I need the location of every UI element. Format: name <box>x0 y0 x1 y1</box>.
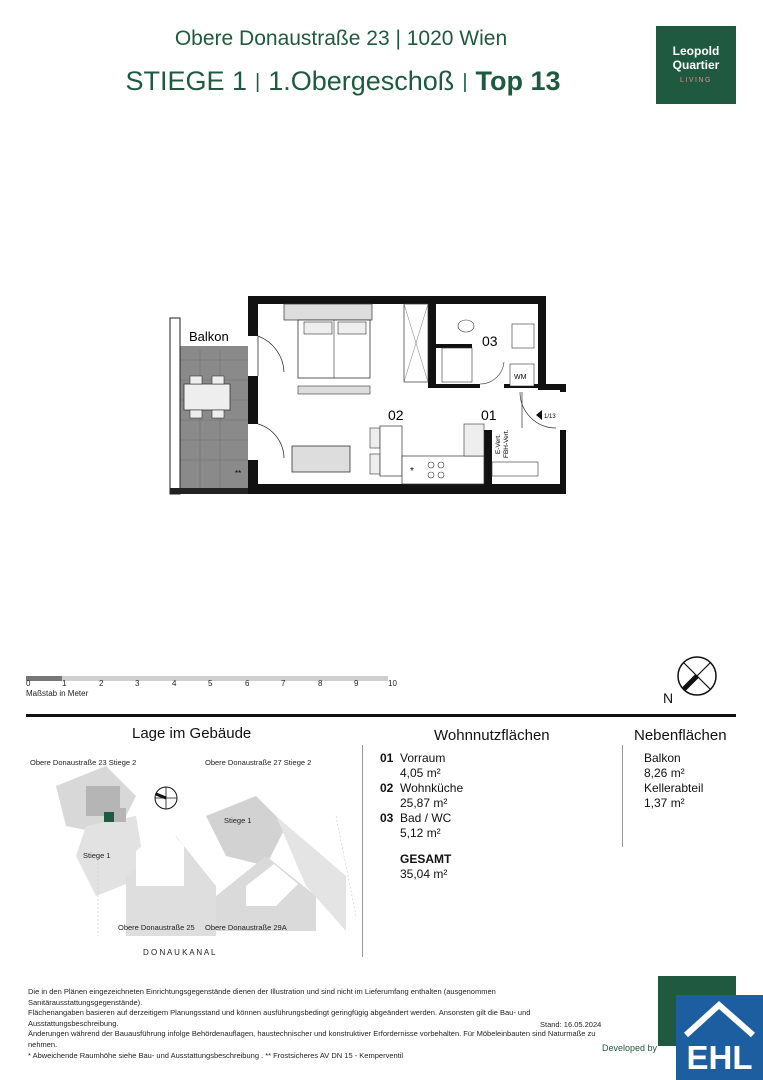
evert-label: E-Vert. <box>495 434 502 454</box>
neben-name: Balkon <box>644 751 681 765</box>
site-label: Obere Donaustraße 27 Stiege 2 <box>205 758 312 767</box>
wohn-title: Wohnnutzflächen <box>434 727 550 744</box>
scale-tick: 2 <box>99 679 104 688</box>
neben-title: Nebenflächen <box>634 727 727 744</box>
unit-title <box>0 66 686 97</box>
disclaimer-line: Die in den Plänen eingezeichneten Einrichtungsgegenstände dienen der Illustration und sind nicht im Lieferumfang enthalten (ausgenommen Sanitärausstattungsgegenstände). <box>28 987 496 1007</box>
ceiling-height-marker: * <box>410 466 414 477</box>
site-label: Obere Donaustraße 29A <box>205 923 287 932</box>
wohn-list <box>380 751 610 882</box>
room-02-label: 02 <box>388 407 404 423</box>
room-name: Bad / WC <box>400 811 452 825</box>
frost-valve-marker: ** <box>235 469 242 478</box>
room-01-label: 01 <box>481 407 497 423</box>
scale-tick: 7 <box>281 679 286 688</box>
door-number: 1/13 <box>544 414 556 420</box>
wardrobe <box>284 304 372 320</box>
scale-tick: 0 <box>26 679 31 688</box>
room-03-label: 03 <box>482 333 498 349</box>
shoe-cabinet <box>492 462 538 476</box>
room-number: 01 <box>380 751 394 765</box>
scale-tick: 3 <box>135 679 140 688</box>
room-area: 5,12 m² <box>400 826 441 840</box>
scale-tick: 1 <box>62 679 67 688</box>
list-item <box>380 751 610 766</box>
leopold-quartier-logo <box>656 26 736 104</box>
lage-title: Lage im Gebäude <box>132 725 252 742</box>
list-item <box>380 781 610 796</box>
wall-south <box>248 484 566 494</box>
title-separator: | <box>255 71 261 93</box>
balcony-edge <box>170 488 248 494</box>
north-label: N <box>663 690 674 706</box>
title-separator: | <box>462 71 468 93</box>
toilet <box>458 320 474 332</box>
room-number: 03 <box>380 811 394 825</box>
shaft-wall <box>484 430 492 486</box>
stiege-label: STIEGE 1 <box>125 66 247 96</box>
balkon-label: Balkon <box>189 329 229 344</box>
room-number: 02 <box>380 781 394 795</box>
balcony-railing <box>170 318 180 494</box>
neben-area: 8,26 m² <box>644 766 685 780</box>
dining-table <box>380 426 402 476</box>
kitchen-counter <box>402 456 484 484</box>
room-area: 25,87 m² <box>400 796 448 810</box>
disclaimer-line: Flächenangaben basieren auf derzeitigem Planungsstand und können ausführungsbedingt geringfügig abgeändert werden. Ansonsten gilt die Bau- und Ausstattungsbeschreibung. <box>28 1008 531 1028</box>
chair <box>370 454 380 474</box>
wall-west-mid <box>248 376 258 424</box>
ehl-logo-text: EHL <box>686 1039 753 1076</box>
site-label: Obere Donaustraße 23 Stiege 2 <box>30 758 137 767</box>
logo-line3: LIVING <box>680 77 712 84</box>
bath-wall-south <box>436 384 480 388</box>
washbasin <box>512 324 534 348</box>
site-label: Obere Donaustraße 25 <box>118 923 195 932</box>
room-area: 4,05 m² <box>400 766 441 780</box>
site-label: Stiege 1 <box>83 851 111 860</box>
scale-tick: 10 <box>388 679 397 688</box>
wall-north <box>248 296 544 304</box>
balcony-table <box>184 384 230 410</box>
total-area: 35,04 m² <box>400 867 448 881</box>
dresser <box>298 386 370 394</box>
fbhvert-label: FBH-Vert. <box>503 429 510 458</box>
neben-list <box>644 751 703 811</box>
ehl-logo <box>676 995 763 1080</box>
neben-area: 1,37 m² <box>644 796 685 810</box>
canal-label: D O N A U K A N A L <box>143 948 216 957</box>
sofa <box>292 446 350 472</box>
scale-ticks <box>26 679 406 689</box>
wall-east-top <box>538 296 546 388</box>
developed-by-label: Developed by <box>602 1043 658 1053</box>
room-name: Wohnküche <box>400 781 464 795</box>
floor-plan <box>160 290 580 500</box>
site-label: Stiege 1 <box>224 816 252 825</box>
chair <box>370 428 380 448</box>
wall-west-top <box>248 296 258 336</box>
neben-name: Kellerabteil <box>644 781 704 795</box>
scale-caption: Maßstab in Meter <box>26 689 89 698</box>
north-arrow-icon <box>672 656 722 702</box>
scale-tick: 6 <box>245 679 250 688</box>
wall-east-bottom <box>560 430 566 494</box>
list-item <box>380 811 610 826</box>
address-line: Obere Donaustraße 23 | 1020 Wien <box>174 27 508 50</box>
disclaimer-line: Änderungen während der Bauausführung infolge Behördenauflagen, haustechnischer und konstruktiver Erfordernisse vorbehalten. Für Möbeleinbauten sind Naturmaße zu nehmen. <box>28 1029 596 1049</box>
disclaimer-line: * Abweichende Raumhöhe siehe Bau- und Ausstattungsbeschreibung . ** Frostsicheres AV DN 15 - Kemperventil <box>28 1050 404 1060</box>
scale-tick: 4 <box>172 679 177 688</box>
logo-line1: Leopold <box>672 44 720 58</box>
bath-wall-west <box>428 304 436 388</box>
total-label: GESAMT <box>400 852 452 866</box>
floor-label: 1.Obergeschoß <box>268 66 455 96</box>
disclaimer <box>28 987 608 1061</box>
scale-tick: 9 <box>354 679 359 688</box>
column-divider <box>362 745 363 957</box>
section-divider <box>26 714 736 717</box>
logo-line2: Quartier <box>672 58 720 72</box>
wm-label: WM <box>514 374 527 381</box>
column-divider <box>622 745 623 847</box>
scale-tick: 5 <box>208 679 213 688</box>
unit-location-marker <box>104 812 114 822</box>
room-name: Vorraum <box>400 751 446 765</box>
date-stamp: Stand: 16.05.2024 <box>540 1020 602 1029</box>
scale-tick: 8 <box>318 679 323 688</box>
shower <box>442 348 472 382</box>
fridge <box>464 424 484 456</box>
top-label: Top 13 <box>475 66 561 96</box>
